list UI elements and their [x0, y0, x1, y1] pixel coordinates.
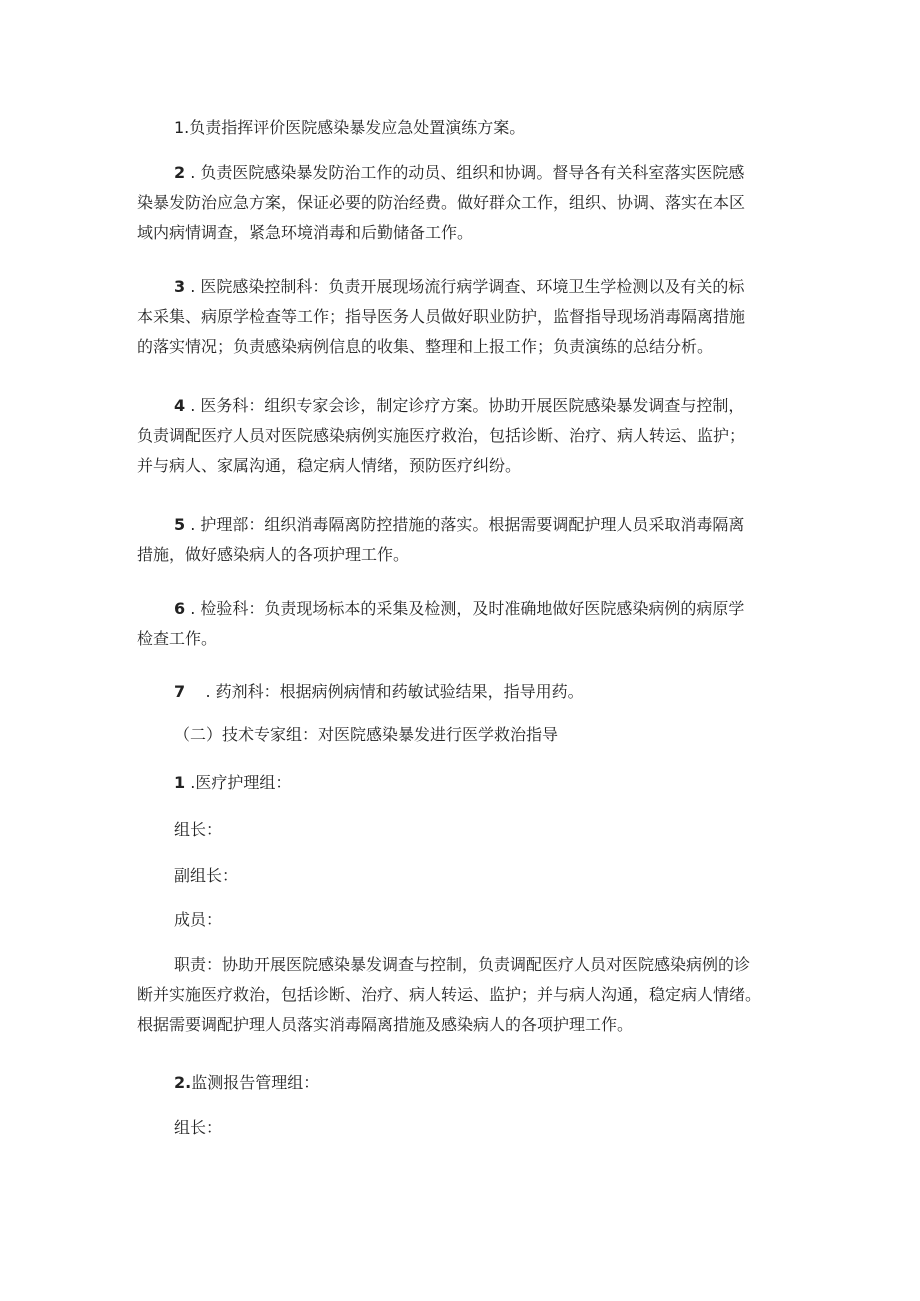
paragraph-item-5	[137, 510, 797, 570]
item-text: . 药剂科：根据病例病情和药敏试验结果，指导用药。	[185, 682, 584, 701]
text-line: 根据需要调配护理人员落实消毒隔离措施及感染病人的各项护理工作。	[137, 1015, 634, 1034]
item-number: 7	[174, 682, 186, 701]
paragraph-item-1	[137, 113, 797, 143]
paragraph-item-3	[137, 272, 797, 362]
item-number: 5	[174, 515, 186, 534]
group-title-text: 监测报告管理组：	[191, 1073, 320, 1092]
text-line: 检查工作。	[137, 629, 218, 648]
text-line: 职责：协助开展医院感染暴发调查与控制，负责调配医疗人员对医院感染病例的诊	[174, 955, 751, 974]
item-number: 2	[174, 163, 186, 182]
text-line: 并与病人、家属沟通，稳定病人情绪，预防医疗纠纷。	[137, 456, 522, 475]
text-line: 本采集、病原学检查等工作；指导医务人员做好职业防护，监督指导现场消毒隔离措施	[137, 307, 746, 326]
text-line: 措施，做好感染病人的各项护理工作。	[137, 545, 410, 564]
paragraph-item-2	[137, 158, 797, 248]
group-1-deputy: 副组长：	[174, 866, 239, 885]
paragraph-item-6	[137, 594, 797, 654]
group-1-members: 成员：	[174, 910, 223, 929]
item-number: 4	[174, 396, 186, 415]
text-line	[137, 158, 797, 188]
item-text: . 检验科：负责现场标本的采集及检测，及时准确地做好医院感染病例的病原学	[185, 599, 745, 618]
text-line	[137, 594, 797, 624]
group-number: 2.	[174, 1073, 192, 1092]
item-text: 负责指挥评价医院感染暴发应急处置演练方案。	[189, 118, 526, 137]
section-heading: （二）技术专家组：对医院感染暴发进行医学救治指导	[174, 725, 559, 744]
group-1-title	[137, 768, 797, 798]
item-text: . 护理部：组织消毒隔离防控措施的落实。根据需要调配护理人员采取消毒隔离	[185, 515, 745, 534]
item-text: . 负责医院感染暴发防治工作的动员、组织和协调。督导各有关科室落实医院感	[185, 163, 745, 182]
text-line: 负责调配医疗人员对医院感染病例实施医疗救治，包括诊断、治疗、病人转运、监护；	[137, 426, 746, 445]
group-2-leader: 组长：	[174, 1118, 223, 1137]
text-line	[137, 510, 797, 540]
text-line: 染暴发防治应急方案，保证必要的防治经费。做好群众工作，组织、协调、落实在本区	[137, 193, 746, 212]
item-number: 1.	[174, 118, 190, 137]
text-line	[137, 677, 797, 707]
item-number: 6	[174, 599, 186, 618]
group-number: 1	[174, 773, 186, 792]
text-line: 域内病情调查，紧急环境消毒和后勤储备工作。	[137, 223, 474, 242]
group-title-text: .医疗护理组：	[185, 773, 292, 792]
paragraph-item-4	[137, 391, 797, 481]
item-number: 3	[174, 277, 186, 296]
group-1-duty	[137, 950, 797, 1040]
paragraph-item-7	[137, 677, 797, 707]
text-line	[137, 391, 797, 421]
text-line: 的落实情况；负责感染病例信息的收集、整理和上报工作；负责演练的总结分析。	[137, 337, 714, 356]
item-text: . 医院感染控制科：负责开展现场流行病学调查、环境卫生学检测以及有关的标	[185, 277, 745, 296]
text-line: 断并实施医疗救治，包括诊断、治疗、病人转运、监护；并与病人沟通，稳定病人情绪。	[137, 985, 762, 1004]
item-text: . 医务科：组织专家会诊，制定诊疗方案。协助开展医院感染暴发调查与控制，	[185, 396, 745, 415]
group-2-title	[137, 1068, 797, 1098]
group-1-leader: 组长：	[174, 820, 223, 839]
text-line	[137, 272, 797, 302]
